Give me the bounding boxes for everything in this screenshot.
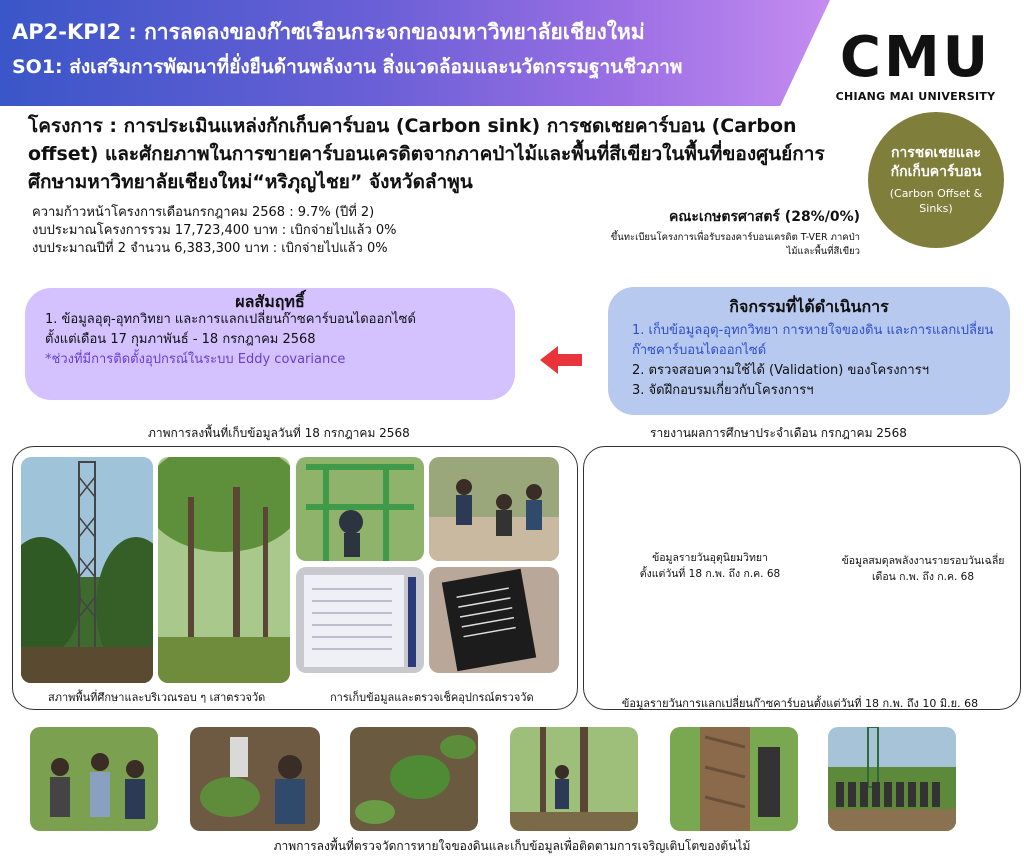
result-line-1: 1. ข้อมูลอุตุ-อุทกวิทยา และการแลกเปลี่ยนก๊าซคาร์บอนไดออกไซด์ <box>45 312 416 327</box>
energy-balance-note <box>828 553 1018 585</box>
weather-data-note <box>620 550 800 582</box>
kpi-title: AP2-KPI2 : การลดลงของก๊าซเรือนกระจกของมหาวิทยาลัยเชียงใหม่ <box>12 20 645 44</box>
equipment-photo-1 <box>296 457 424 561</box>
left-arrow-icon <box>538 342 584 378</box>
weather-note-line-2: ตั้งแต่วันที่ 18 ก.พ. ถึง ก.ค. 68 <box>639 568 781 580</box>
result-body <box>45 310 505 370</box>
bottom-caption: ภาพการลงพื้นที่ตรวจวัดการหายใจของดินและเก็บข้อมูลเพื่อติดตามการเจริญเติบโตของต้นไม้ <box>273 839 751 853</box>
energy-note-line-2: เดือน ก.พ. ถึง ก.ค. 68 <box>871 571 975 583</box>
tree-survey-photo <box>510 727 638 831</box>
badge-title-line-1: การชดเชยและ <box>890 145 982 161</box>
progress-line: ความก้าวหน้าโครงการเดือนกรกฎาคม 2568 : 9.7% (ปีที่ 2) <box>32 205 375 220</box>
weather-note-line-1: ข้อมูลรายวันอุตุนิยมวิทยา <box>652 552 768 564</box>
right-panel-caption: รายงานผลการศึกษาประจำเดือน กรกฎาคม 2568 <box>650 426 907 440</box>
logo-subtitle: CHIANG MAI UNIVERSITY <box>835 90 996 103</box>
activity-item: 2. ตรวจสอบความใช้ได้ (Validation) ของโครงการฯ <box>632 363 929 378</box>
project-title: โครงการ : การประเมินแหล่งกักเก็บคาร์บอน (Carbon sink) การชดเชยคาร์บอน (Carbon offset) และศักยภาพในการขายคาร์บอนเครดิตจากภาคป่าไม้และพื้นที่สีเขียวในพื้นที่ของศูนย์การศึกษามหาวิทยาลัยเชียงใหม่“หริภุญไชย” จังหวัดลำพูน <box>28 115 825 193</box>
badge-sub-line-2: Sinks) <box>919 202 953 215</box>
badge-sub-line-1: (Carbon Offset & <box>889 187 983 200</box>
result-title: ผลสัมฤทธิ์ <box>235 292 305 311</box>
result-note: *ช่วงที่มีการติดตั้งอุปกรณ์ในระบบ Eddy covariance <box>45 352 346 367</box>
co2-exchange-note: ข้อมูลรายวันการแลกเปลี่ยนก๊าซคาร์บอนตั้งแต่วันที่ 18 ก.พ. ถึง 10 มิ.ย. 68 <box>621 697 979 710</box>
group-photo <box>828 727 956 831</box>
strategic-objective-title: SO1: ส่งเสริมการพัฒนาที่ยั่งยืนด้านพลังงาน สิ่งแวดล้อมและนวัตกรรมฐานชีวภาพ <box>12 56 683 78</box>
activity-item: 1. เก็บข้อมูลอุตุ-อุทกวิทยา การหายใจของดิน และการแลกเปลี่ยนก๊าซคาร์บอนไดออกไซด์ <box>632 323 994 358</box>
project-progress <box>32 204 397 258</box>
logo-wordmark: CMU <box>839 25 992 90</box>
faculty-name: คณะเกษตรศาสตร์ (28%/0%) <box>669 209 860 225</box>
faculty-note-line-1: ขึ้นทะเบียนโครงการเพื่อรับรองคาร์บอนเครดิต T-VER ภาคป่า <box>610 232 860 243</box>
result-box <box>25 288 515 400</box>
site-caption: สภาพพื้นที่ศึกษาและบริเวณรอบ ๆ เสาตรวจวัด <box>48 691 266 704</box>
cmu-logo <box>828 25 1003 108</box>
faculty-note <box>560 231 860 259</box>
badge-title-line-2: กักเก็บคาร์บอน <box>890 164 982 180</box>
energy-note-line-1: ข้อมูลสมดุลพลังงานรายรอบวันเฉลี่ย <box>841 555 1005 567</box>
budget-year2: งบประมาณปีที่ 2 จำนวน 6,383,300 บาท : เบิกจ่ายไปแล้ว 0% <box>32 241 388 256</box>
budget-total: งบประมาณโครงการรวม 17,723,400 บาท : เบิกจ่ายไปแล้ว 0% <box>32 223 397 238</box>
activities-title: กิจกรรมที่ได้ดำเนินการ <box>729 297 889 316</box>
equipment-caption: การเก็บข้อมูลและตรวจเช็คอุปกรณ์ตรวจวัด <box>330 691 534 704</box>
field-photo-panel <box>12 446 578 710</box>
badge-title <box>891 144 982 182</box>
badge-subtitle <box>890 186 983 216</box>
left-panel-caption: ภาพการลงพื้นที่เก็บข้อมูลวันที่ 18 กรกฎาคม 2568 <box>148 426 410 440</box>
soil-measurement-photo <box>190 727 320 831</box>
faculty-block <box>560 206 860 259</box>
carbon-offset-badge <box>868 112 1004 248</box>
soil-team-photo <box>30 727 158 831</box>
datalogger-photo <box>429 567 559 673</box>
activities-list <box>632 321 1004 401</box>
tree-trunk-photo <box>670 727 798 831</box>
activities-box <box>608 287 1010 415</box>
forest-floor-photo <box>350 727 478 831</box>
notebook-photo <box>296 567 424 673</box>
faculty-note-line-2: ไม้และพื้นที่สีเขียว <box>786 246 860 257</box>
team-photo <box>429 457 559 561</box>
tower-photo <box>21 457 153 683</box>
result-line-2: ตั้งแต่เดือน 17 กุมภาพันธ์ - 18 กรกฎาคม 2568 <box>45 332 316 347</box>
forest-photo <box>158 457 290 683</box>
activity-item: 3. จัดฝึกอบรมเกี่ยวกับโครงการฯ <box>632 383 814 398</box>
